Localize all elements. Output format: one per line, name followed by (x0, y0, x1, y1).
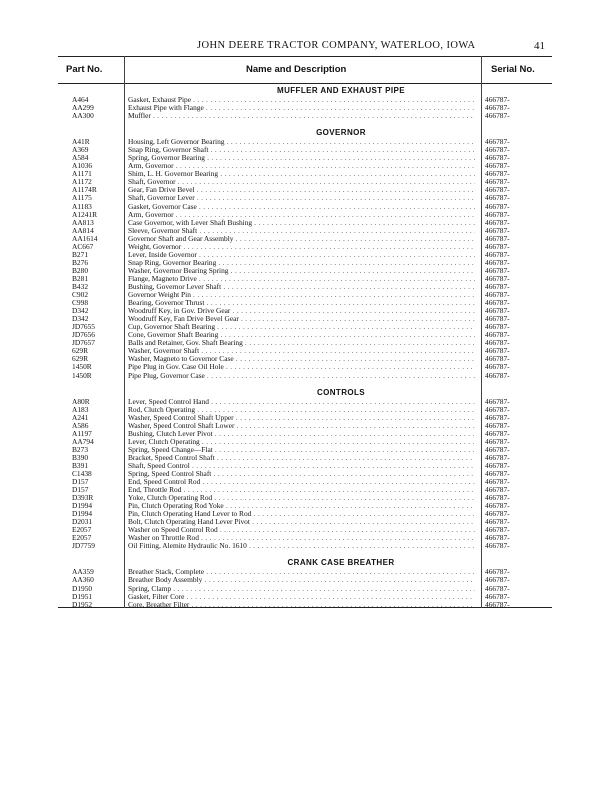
part-description: Exhaust Pipe with Flange . . . (128, 104, 475, 112)
part-description: Flange, Magneto Drive . . . (128, 275, 475, 283)
part-number: AA300 (72, 111, 94, 121)
part-description: Gasket, Governor Case . . . (128, 203, 475, 211)
serial-number: 466787- (485, 95, 510, 104)
serial-number: 466787- (485, 249, 510, 259)
part-description: Core, Breather Filter . . . (128, 601, 475, 609)
part-number: B271 (72, 249, 89, 259)
part-number: A41R (72, 137, 90, 147)
part-description: Gear, Fan Drive Bevel . . . (128, 186, 475, 194)
part-description: Washer, Governor Bearing Spring . . . (128, 267, 475, 275)
part-number: B390 (72, 452, 89, 462)
serial-number: 466787- (485, 241, 510, 251)
serial-number: 466787- (485, 436, 510, 446)
table-row (58, 211, 552, 219)
part-description: Governor Shaft and Gear Assembly . . . (128, 235, 475, 243)
part-number: B273 (72, 444, 89, 454)
serial-number: 466787- (485, 290, 510, 300)
part-number: 1450R (72, 362, 92, 372)
serial-number: 466787- (485, 468, 510, 478)
part-number: A1036 (72, 161, 93, 171)
serial-number: 466787- (485, 225, 510, 235)
part-description: Cup, Governor Shaft Bearing . . . (128, 323, 475, 331)
serial-number: 466787- (485, 599, 510, 609)
part-description: Washer, Speed Control Shaft Lower . . . (128, 422, 475, 430)
part-description: Pin, Clutch Operating Rod Yoke . . . (128, 502, 475, 510)
table-row (58, 275, 552, 283)
part-description: Shaft, Speed Control . . . (128, 462, 475, 470)
serial-number: 466787- (485, 575, 510, 585)
section (58, 558, 552, 608)
table-row (58, 430, 552, 438)
part-number: A183 (72, 404, 89, 414)
part-number: D157 (72, 485, 89, 495)
serial-number: 466787- (485, 354, 510, 364)
table-row (58, 347, 552, 355)
part-number: A1172 (72, 177, 92, 187)
part-description: Breather Stack, Complete . . . (128, 568, 475, 576)
table-row (58, 259, 552, 267)
serial-number: 466787- (485, 233, 510, 243)
part-description: Lever, Inside Governor . . . (128, 251, 475, 259)
serial-number: 466787- (485, 314, 510, 324)
part-number: D2031 (72, 517, 93, 527)
part-description: Spring, Speed Change—Flat . . . (128, 446, 475, 454)
part-description: Washer, Speed Control Shaft Upper . . . (128, 414, 475, 422)
part-number: D342 (72, 314, 89, 324)
table-row (58, 593, 552, 601)
part-number: B280 (72, 265, 89, 275)
serial-number: 466787- (485, 460, 510, 470)
part-description: Gasket, Filter Core . . . (128, 593, 475, 601)
part-description: Shim, L. H. Governor Bearing . . . (128, 170, 475, 178)
serial-number: 466787- (485, 103, 510, 113)
serial-number: 466787- (485, 485, 510, 495)
serial-number: 466787- (485, 273, 510, 283)
serial-number: 466787- (485, 412, 510, 422)
serial-number: 466787- (485, 517, 510, 527)
table-row (58, 414, 552, 422)
part-number: A1241R (72, 209, 98, 219)
part-description: Governor Weight Pin . . . (128, 291, 475, 299)
table-top-rule (58, 56, 552, 57)
table-row (58, 315, 552, 323)
part-number: E2057 (72, 525, 92, 535)
part-number: AC667 (72, 241, 94, 251)
table-row (58, 534, 552, 542)
serial-number: 466787- (485, 428, 510, 438)
table-row (58, 406, 552, 414)
table-row (58, 372, 552, 380)
part-description: Shaft, Governor Lever . . . (128, 194, 475, 202)
part-number: D1951 (72, 591, 93, 601)
serial-number: 466787- (485, 145, 510, 155)
part-number: A1175 (72, 193, 92, 203)
serial-number: 466787- (485, 281, 510, 291)
table-row (58, 601, 552, 609)
part-number: A369 (72, 145, 89, 155)
part-number: D1950 (72, 583, 93, 593)
part-description: Pipe Plug in Gov. Case Oil Hole . . . (128, 363, 475, 371)
table-row (58, 112, 552, 120)
part-number: A80R (72, 396, 90, 406)
part-description: End, Speed Control Rod . . . (128, 478, 475, 486)
serial-number: 466787- (485, 185, 510, 195)
section (58, 128, 552, 379)
table-row (58, 398, 552, 406)
part-number: B432 (72, 281, 89, 291)
table-row (58, 502, 552, 510)
table-row (58, 454, 552, 462)
table-row (58, 227, 552, 235)
part-description: Muffler . . . (128, 112, 475, 120)
table-row (58, 307, 552, 315)
table-row (58, 339, 552, 347)
part-number: 1450R (72, 370, 92, 380)
part-number: A584 (72, 153, 89, 163)
part-number: JD7656 (72, 330, 95, 340)
table-row (58, 138, 552, 146)
table-row (58, 510, 552, 518)
table-row (58, 283, 552, 291)
part-number: 629R (72, 346, 89, 356)
part-description: Bolt, Clutch Operating Hand Lever Pivot . . . (128, 518, 475, 526)
serial-number: 466787- (485, 362, 510, 372)
part-number: C998 (72, 298, 89, 308)
part-number: B391 (72, 460, 89, 470)
part-number: 629R (72, 354, 89, 364)
serial-number: 466787- (485, 322, 510, 332)
serial-number: 466787- (485, 193, 510, 203)
table-row (58, 494, 552, 502)
part-description: Washer, Magneto to Governor Case . . . (128, 355, 475, 363)
table-row (58, 422, 552, 430)
part-description: Lever, Clutch Operating . . . (128, 438, 475, 446)
table-row (58, 518, 552, 526)
serial-number: 466787- (485, 396, 510, 406)
table-row (58, 363, 552, 371)
part-number: AA360 (72, 575, 94, 585)
header-part-no: Part No. (66, 64, 103, 75)
part-number: AA813 (72, 217, 94, 227)
serial-number: 466787- (485, 444, 510, 454)
serial-number: 466787- (485, 509, 510, 519)
table-row (58, 526, 552, 534)
part-description: Yoke, Clutch Operating Rod . . . (128, 494, 475, 502)
part-description: Bracket, Speed Control Shaft . . . (128, 454, 475, 462)
part-number: AA814 (72, 225, 94, 235)
part-description: Arm, Governor . . . (128, 162, 475, 170)
part-description: Bearing, Governor Thrust . . . (128, 299, 475, 307)
serial-number: 466787- (485, 525, 510, 535)
section (58, 388, 552, 551)
part-description: Rod, Clutch Operating . . . (128, 406, 475, 414)
table-row (58, 355, 552, 363)
serial-number: 466787- (485, 265, 510, 275)
table-row (58, 446, 552, 454)
table-row (58, 235, 552, 243)
serial-number: 466787- (485, 477, 510, 487)
part-number: E2057 (72, 533, 92, 543)
serial-number: 466787- (485, 298, 510, 308)
table-row (58, 462, 552, 470)
part-description: Case Governor, with Lever Shaft Bushing . . . (128, 219, 475, 227)
table-body (58, 86, 552, 609)
part-description: Gasket, Exhaust Pipe . . . (128, 96, 475, 104)
serial-number: 466787- (485, 583, 510, 593)
section-title: GOVERNOR (316, 128, 366, 138)
part-number: A464 (72, 95, 89, 104)
part-description: End, Throttle Rod . . . (128, 486, 475, 494)
part-number: AA359 (72, 567, 94, 577)
section (58, 86, 552, 120)
table-row (58, 542, 552, 550)
part-description: Woodruff Key, in Gov. Drive Gear . . . (128, 307, 475, 315)
part-description: Arm, Governor . . . (128, 211, 475, 219)
part-number: A1174R (72, 185, 97, 195)
part-description: Washer on Speed Control Rod . . . (128, 526, 475, 534)
table-row (58, 104, 552, 112)
serial-number: 466787- (485, 209, 510, 219)
header-rule (58, 83, 552, 84)
page-number: 41 (534, 40, 545, 52)
serial-number: 466787- (485, 137, 510, 147)
table-row (58, 243, 552, 251)
part-description: Snap Ring, Governor Bearing . . . (128, 259, 475, 267)
part-number: D1994 (72, 501, 93, 511)
part-description: Spring, Clamp . . . (128, 585, 475, 593)
part-number: B281 (72, 273, 89, 283)
section-title: CONTROLS (316, 387, 366, 397)
part-number: D393R (72, 493, 94, 503)
table-row (58, 251, 552, 259)
serial-number: 466787- (485, 153, 510, 163)
part-number: JD7759 (72, 541, 95, 551)
serial-number: 466787- (485, 501, 510, 511)
table-row (58, 331, 552, 339)
table-row (58, 438, 552, 446)
serial-number: 466787- (485, 177, 510, 187)
part-number: A1171 (72, 169, 92, 179)
table-row (58, 170, 552, 178)
part-description: Pipe Plug, Governor Case . . . (128, 372, 475, 380)
serial-number: 466787- (485, 346, 510, 356)
table-row (58, 162, 552, 170)
part-description: Housing, Left Governor Bearing . . . (128, 138, 475, 146)
serial-number: 466787- (485, 111, 510, 121)
part-description: Snap Ring, Governor Shaft . . . (128, 146, 475, 154)
table-row (58, 154, 552, 162)
table-row (58, 585, 552, 593)
table-row (58, 576, 552, 584)
part-number: AA1614 (72, 233, 98, 243)
header-serial-no: Serial No. (491, 64, 535, 75)
part-number: AA299 (72, 103, 94, 113)
serial-number: 466787- (485, 541, 510, 551)
part-number: JD7657 (72, 338, 95, 348)
part-number: D342 (72, 306, 89, 316)
serial-number: 466787- (485, 404, 510, 414)
part-description: Shaft, Governor . . . (128, 178, 475, 186)
table-row (58, 486, 552, 494)
part-description: Spring, Speed Control Shaft . . . (128, 470, 475, 478)
serial-number: 466787- (485, 306, 510, 316)
part-description: Balls and Retainer, Gov. Shaft Bearing . . . (128, 339, 475, 347)
part-number: AA794 (72, 436, 94, 446)
part-description: Oil Fitting, Alemite Hydraulic No. 1610 . . . (128, 542, 475, 550)
part-number: B276 (72, 257, 89, 267)
part-number: C1438 (72, 468, 92, 478)
serial-number: 466787- (485, 161, 510, 171)
part-number: A586 (72, 420, 89, 430)
part-number: A1183 (72, 201, 92, 211)
serial-number: 466787- (485, 338, 510, 348)
header-name-description: Name and Description (246, 64, 347, 75)
part-description: Cone, Governor Shaft Bearing . . . (128, 331, 475, 339)
table-row (58, 146, 552, 154)
table-row (58, 186, 552, 194)
part-description: Washer on Throttle Rod . . . (128, 534, 475, 542)
table-row (58, 568, 552, 576)
serial-number: 466787- (485, 201, 510, 211)
table-row (58, 219, 552, 227)
table-row (58, 178, 552, 186)
table-row (58, 323, 552, 331)
part-description: Spring, Governor Bearing . . . (128, 154, 475, 162)
serial-number: 466787- (485, 567, 510, 577)
serial-number: 466787- (485, 370, 510, 380)
table-row (58, 299, 552, 307)
serial-number: 466787- (485, 217, 510, 227)
serial-number: 466787- (485, 452, 510, 462)
serial-number: 466787- (485, 493, 510, 503)
serial-number: 466787- (485, 591, 510, 601)
running-head (0, 40, 612, 56)
part-number: D157 (72, 477, 89, 487)
parts-table (58, 56, 552, 608)
serial-number: 466787- (485, 330, 510, 340)
part-description: Weight, Governor . . . (128, 243, 475, 251)
part-description: Washer, Governor Shaft . . . (128, 347, 475, 355)
table-row (58, 96, 552, 104)
table-row (58, 478, 552, 486)
part-number: A241 (72, 412, 89, 422)
table-row (58, 470, 552, 478)
table-row (58, 291, 552, 299)
table-row (58, 267, 552, 275)
part-description: Bushing, Governor Lever Shaft . . . (128, 283, 475, 291)
serial-number: 466787- (485, 533, 510, 543)
serial-number: 466787- (485, 169, 510, 179)
running-title: JOHN DEERE TRACTOR COMPANY, WATERLOO, IOWA (197, 40, 476, 51)
part-description: Breather Body Assembly . . . (128, 576, 475, 584)
table-row (58, 203, 552, 211)
part-number: JD7655 (72, 322, 95, 332)
part-description: Pin, Clutch Operating Hand Lever to Rod . . . (128, 510, 475, 518)
section-title: CRANK CASE BREATHER (287, 558, 395, 568)
part-number: C902 (72, 290, 89, 300)
part-number: D1952 (72, 599, 93, 609)
part-description: Sleeve, Governor Shaft . . . (128, 227, 475, 235)
part-number: D1994 (72, 509, 93, 519)
table-row (58, 194, 552, 202)
part-description: Bushing, Clutch Lever Pivot . . . (128, 430, 475, 438)
part-description: Woodruff Key, Fan Drive Bevel Gear . . . (128, 315, 475, 323)
part-number: A1197 (72, 428, 92, 438)
serial-number: 466787- (485, 257, 510, 267)
serial-number: 466787- (485, 420, 510, 430)
section-title: MUFFLER AND EXHAUST PIPE (277, 86, 405, 95)
part-description: Lever, Speed Control Hand . . . (128, 398, 475, 406)
